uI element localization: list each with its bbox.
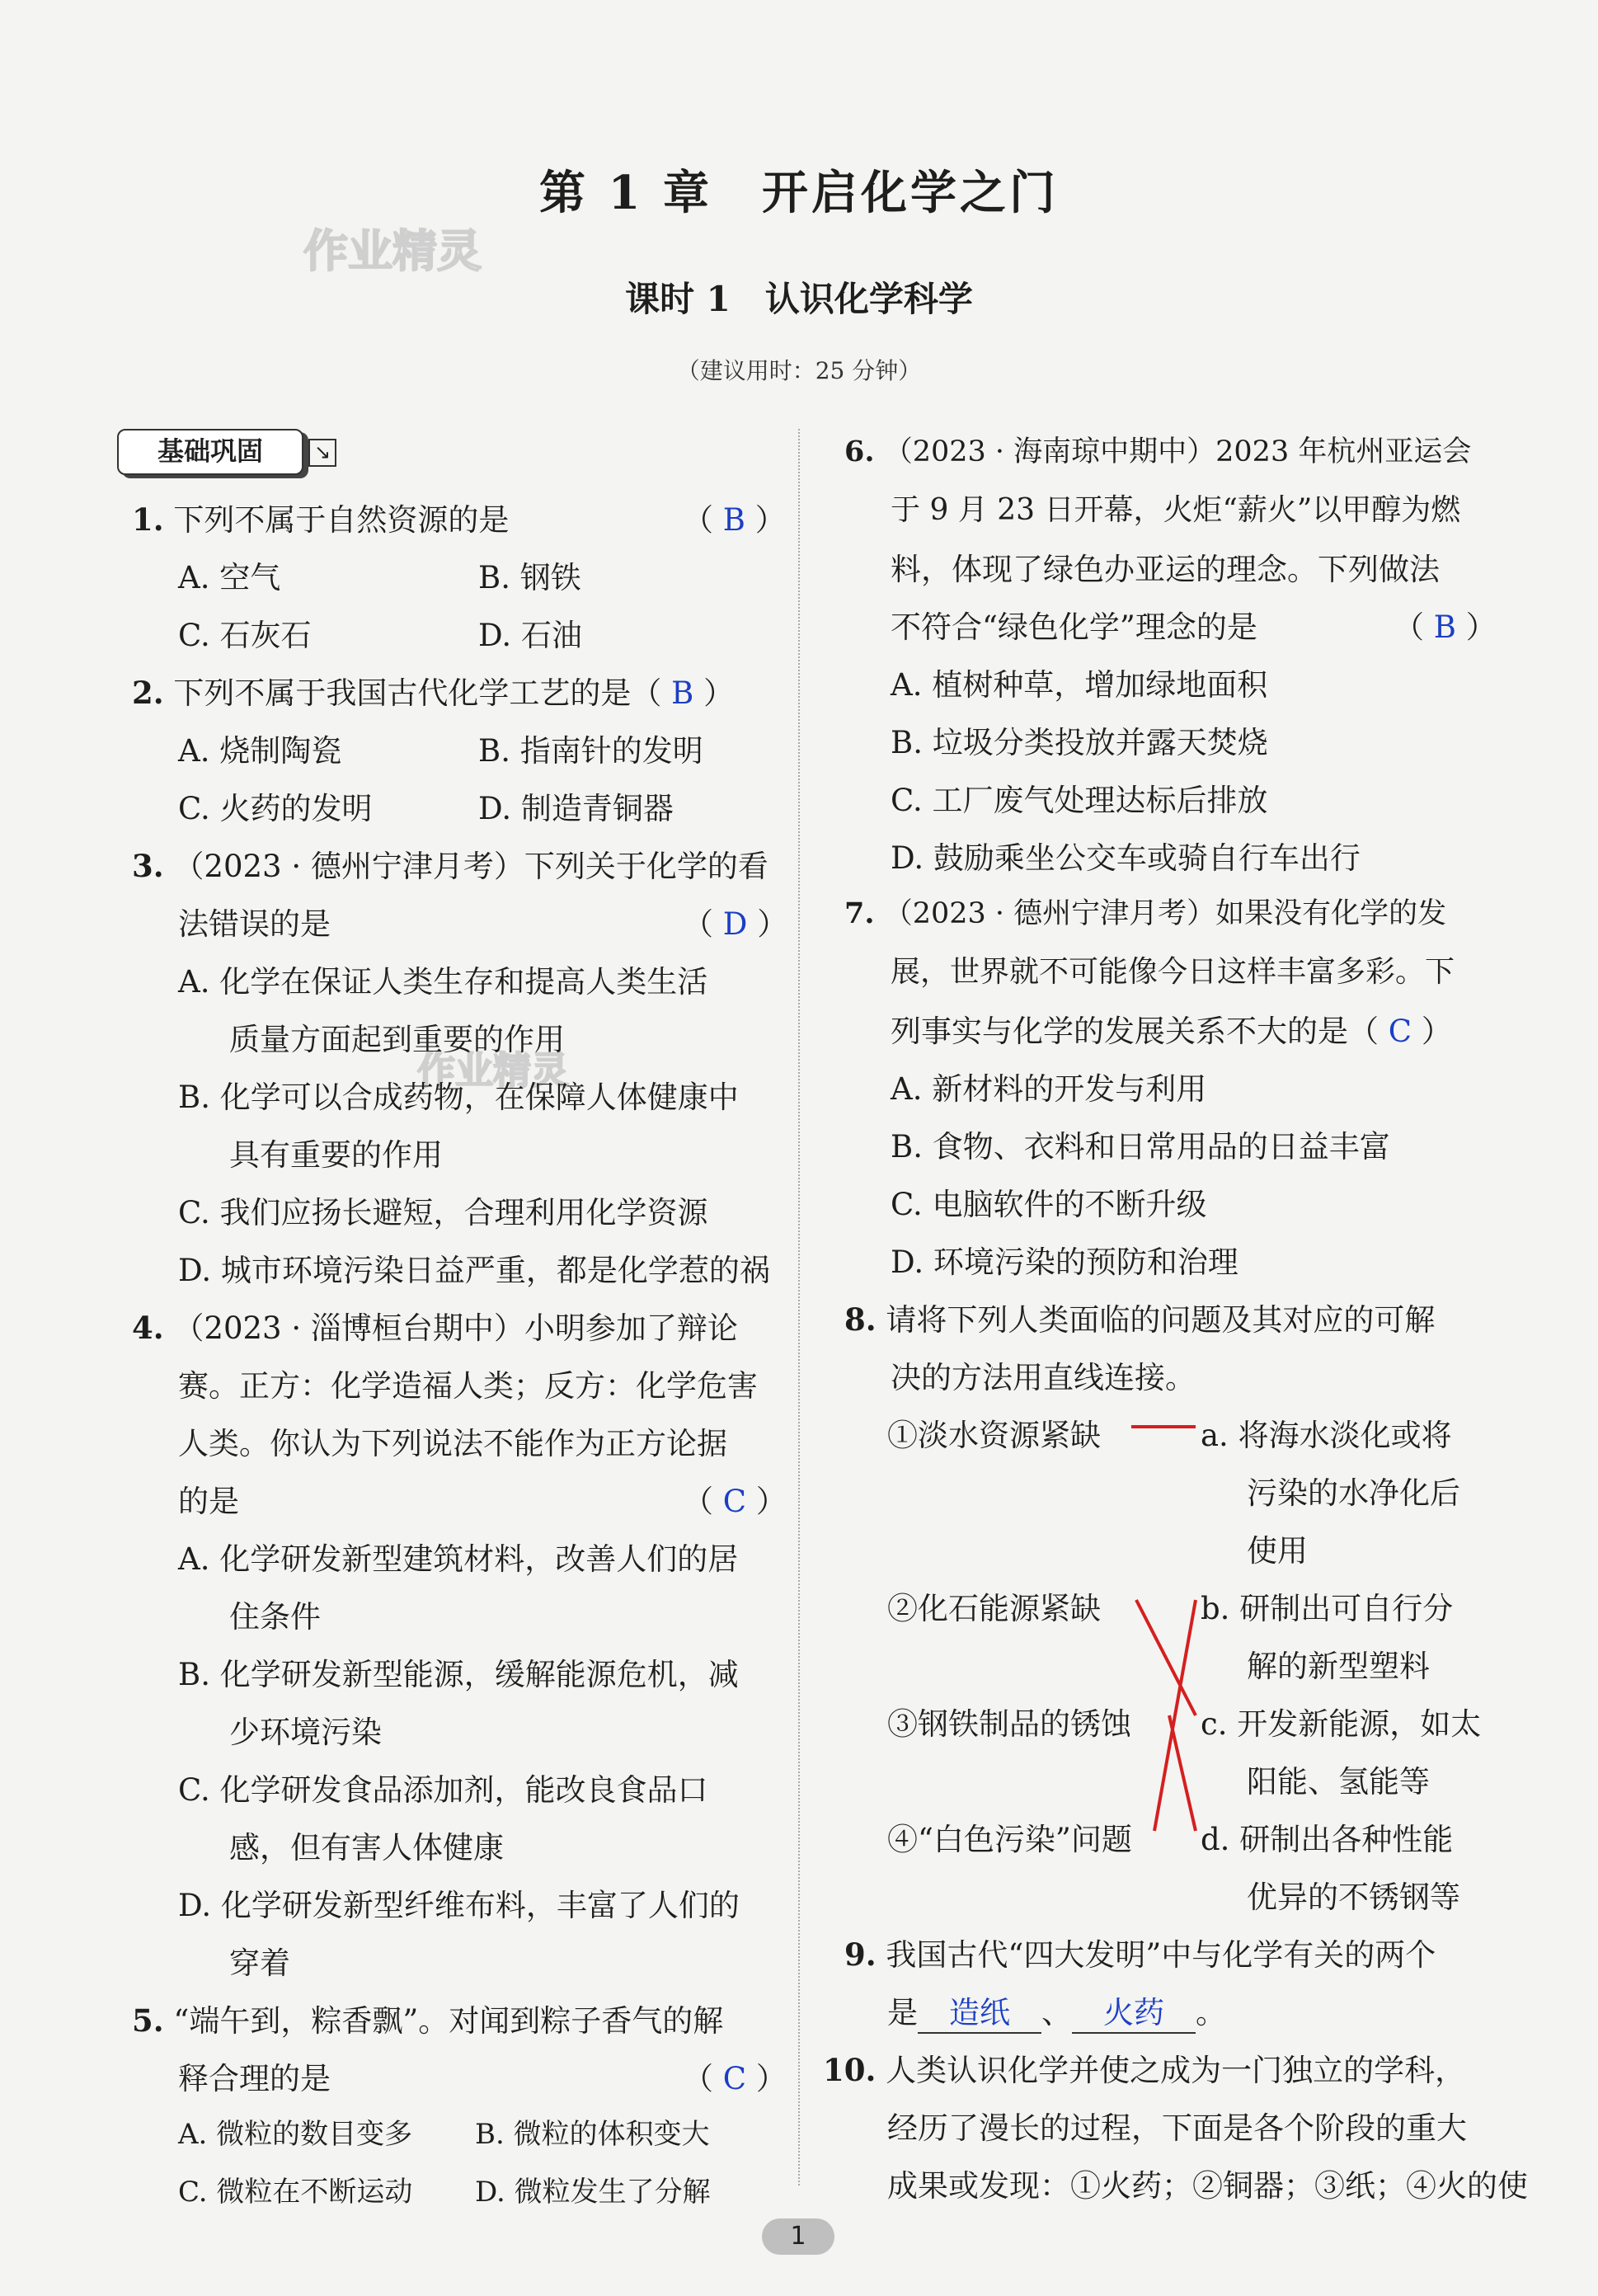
question-7: 7. （2023 · 德州宁津月考）如果没有化学的发 <box>844 896 1447 930</box>
question-stem: 经历了漫长的过程，下面是各个阶段的重大 <box>887 2110 1467 2146</box>
option-c: C. 火药的发明 <box>178 791 373 826</box>
question-stem: 赛。正方：化学造福人类；反方：化学危害 <box>178 1368 758 1404</box>
lesson-title: 课时 1 认识化学科学 <box>625 279 973 319</box>
option-d-cont: 穿着 <box>229 1945 290 1981</box>
option-b: B. 垃圾分类投放并露天焚烧 <box>891 725 1268 760</box>
question-stem: “端午到，粽香飘”。对闻到粽子香气的解 <box>173 2003 724 2039</box>
option-c: C. 电脑软件的不断升级 <box>891 1187 1207 1222</box>
match-right-d-cont: 优异的不锈钢等 <box>1247 1880 1460 1915</box>
question-stem: 人类认识化学并使之成为一门独立的学科， <box>886 2053 1466 2088</box>
fill-blank-1: 造纸 <box>918 1988 1041 2034</box>
question-stem: 于 9 月 23 日开幕，火炬“薪火”以甲醇为燃 <box>891 493 1461 527</box>
question-stem: 列事实与化学的发展关系不大的是（ C ） <box>891 1014 1452 1049</box>
question-9-blanks: 是 造纸 、 火药 。 <box>887 1988 1226 2034</box>
match-right-b: b. 研制出可自行分 <box>1201 1591 1454 1626</box>
page-number: 1 <box>762 2218 834 2255</box>
arrow-down-right-icon: ↘ <box>308 439 336 467</box>
question-stem: 决的方法用直线连接。 <box>891 1360 1196 1395</box>
question-stem: 我国古代“四大发明”中与化学有关的两个 <box>886 1937 1436 1973</box>
option-d: D. 制造青铜器 <box>478 791 674 826</box>
option-b: B. 微粒的体积变大 <box>475 2118 710 2151</box>
option-c: C. 石灰石 <box>178 618 312 653</box>
match-right-a: a. 将海水淡化或将 <box>1201 1418 1452 1453</box>
option-d: D. 城市环境污染日益严重，都是化学惹的祸 <box>178 1253 770 1288</box>
answer-bracket: （ B ） <box>683 502 786 538</box>
chapter-title: 第 1 章 开启化学之门 <box>539 166 1059 220</box>
question-stem: 料，体现了绿色办亚运的理念。下列做法 <box>891 552 1440 587</box>
match-right-d: d. 研制出各种性能 <box>1201 1822 1454 1857</box>
answer-choice: C <box>722 1484 747 1519</box>
option-d: D. 石油 <box>478 618 582 653</box>
answer-choice: B <box>1433 609 1456 645</box>
question-stem: （2023 · 德州宁津月考）如果没有化学的发 <box>883 897 1447 930</box>
option-c: C. 工厂废气处理达标后排放 <box>891 783 1268 818</box>
option-d: D. 微粒发生了分解 <box>475 2176 711 2209</box>
match-right-c: c. 开发新能源，如太 <box>1201 1706 1482 1742</box>
question-4: 4. （2023 · 淄博桓台期中）小明参加了辩论 <box>132 1310 738 1346</box>
match-right-b-cont: 解的新型塑料 <box>1247 1649 1430 1684</box>
question-stem: （2023 · 德州宁津月考）下列关于化学的看 <box>173 849 768 884</box>
option-a-cont: 住条件 <box>229 1599 321 1635</box>
question-6: 6. （2023 · 海南琼中期中）2023 年杭州亚运会 <box>844 435 1472 468</box>
watermark: 作业精灵 <box>417 1048 569 1093</box>
option-a: A. 新材料的开发与利用 <box>891 1071 1207 1107</box>
question-1: 1. 下列不属于自然资源的是 <box>132 501 510 538</box>
option-d: D. 环境污染的预防和治理 <box>891 1244 1238 1280</box>
option-a: A. 烧制陶瓷 <box>178 733 342 769</box>
answer-choice: C <box>1388 1014 1412 1049</box>
match-left-4: ④“白色污染”问题 <box>887 1822 1132 1857</box>
question-stem: 人类。你认为下列说法不能作为正方论据 <box>178 1426 727 1461</box>
match-left-2: ②化石能源紧缺 <box>887 1591 1101 1626</box>
option-b: B. 钢铁 <box>478 560 581 595</box>
answer-choice: C <box>722 2061 747 2096</box>
question-10: 10. 人类认识化学并使之成为一门独立的学科， <box>823 2052 1466 2088</box>
question-2: 2. 下列不属于我国古代化学工艺的是（ B ） <box>132 675 735 711</box>
option-c: C. 我们应扬长避短，合理利用化学资源 <box>178 1195 708 1230</box>
option-d: D. 鼓励乘坐公交车或骑自行车出行 <box>891 840 1361 876</box>
question-stem: 请将下列人类面临的问题及其对应的可解 <box>886 1302 1436 1338</box>
option-b-cont: 具有重要的作用 <box>229 1137 443 1173</box>
option-a: A. 微粒的数目变多 <box>178 2118 413 2151</box>
option-b: B. 化学可以合成药物，在保障人体健康中 <box>178 1080 739 1115</box>
option-a: A. 化学在保证人类生存和提高人类生活 <box>178 964 708 1000</box>
answer-bracket: （ C ） <box>683 2061 787 2096</box>
option-a-cont: 质量方面起到重要的作用 <box>229 1022 565 1057</box>
question-9: 9. 我国古代“四大发明”中与化学有关的两个 <box>844 1936 1436 1973</box>
question-stem: 释合理的是 <box>178 2061 331 2096</box>
answer-bracket: （ C ） <box>683 1484 787 1519</box>
section-badge: 基础巩固 <box>117 429 303 475</box>
question-stem: 下列不属于我国古代化学工艺的是 <box>173 675 632 711</box>
match-right-a-cont: 污染的水净化后 <box>1247 1475 1460 1511</box>
question-stem: 下列不属于自然资源的是 <box>173 502 510 538</box>
option-b-cont: 少环境污染 <box>229 1715 382 1750</box>
question-8: 8. 请将下列人类面临的问题及其对应的可解 <box>844 1301 1436 1338</box>
option-c-cont: 感，但有害人体健康 <box>229 1830 504 1866</box>
answer-bracket: （ B ） <box>1394 609 1497 645</box>
match-left-3: ③钢铁制品的锈蚀 <box>887 1706 1131 1742</box>
answer-choice: D <box>722 906 748 942</box>
option-c: C. 化学研发食品添加剂，能改良食品口 <box>178 1772 708 1808</box>
question-5: 5. “端午到，粽香飘”。对闻到粽子香气的解 <box>132 2002 724 2039</box>
answer-choice: B <box>671 675 694 711</box>
watermark: 作业精灵 <box>303 225 482 277</box>
option-c: C. 微粒在不断运动 <box>178 2176 413 2209</box>
column-divider <box>798 429 800 2185</box>
question-stem: 不符合“绿色化学”理念的是 <box>891 609 1257 645</box>
time-hint: （建议用时：25 分钟） <box>676 357 922 384</box>
fill-blank-2: 火药 <box>1072 1988 1196 2034</box>
option-b: B. 食物、衣料和日常用品的日益丰富 <box>891 1129 1390 1164</box>
answer-bracket: （ D ） <box>683 906 788 942</box>
option-a: A. 空气 <box>178 560 281 595</box>
question-stem: 法错误的是 <box>178 906 331 942</box>
option-a: A. 植树种草，增加绿地面积 <box>891 667 1268 703</box>
option-b: B. 指南针的发明 <box>478 733 703 769</box>
match-left-1: ①淡水资源紧缺 <box>887 1418 1101 1453</box>
question-stem: 成果或发现：①火药；②铜器；③纸；④火的使 <box>887 2168 1528 2204</box>
question-stem: 的是 <box>178 1484 239 1519</box>
matching-lines <box>1121 1402 1220 1864</box>
question-stem: （2023 · 海南琼中期中）2023 年杭州亚运会 <box>883 435 1472 468</box>
option-d: D. 化学研发新型纤维布料，丰富了人们的 <box>178 1888 740 1923</box>
match-right-c-cont: 阳能、氢能等 <box>1247 1764 1430 1800</box>
match-line-4b <box>1154 1600 1196 1831</box>
answer-choice: B <box>722 502 745 538</box>
question-3: 3. （2023 · 德州宁津月考）下列关于化学的看 <box>132 848 768 884</box>
question-stem: 展，世界就不可能像今日这样丰富多彩。下 <box>891 955 1455 989</box>
question-stem: （2023 · 淄博桓台期中）小明参加了辩论 <box>173 1310 738 1346</box>
option-b: B. 化学研发新型能源，缓解能源危机，减 <box>178 1657 739 1692</box>
option-a: A. 化学研发新型建筑材料，改善人们的居 <box>178 1541 739 1577</box>
match-right-a-cont: 使用 <box>1247 1533 1308 1569</box>
